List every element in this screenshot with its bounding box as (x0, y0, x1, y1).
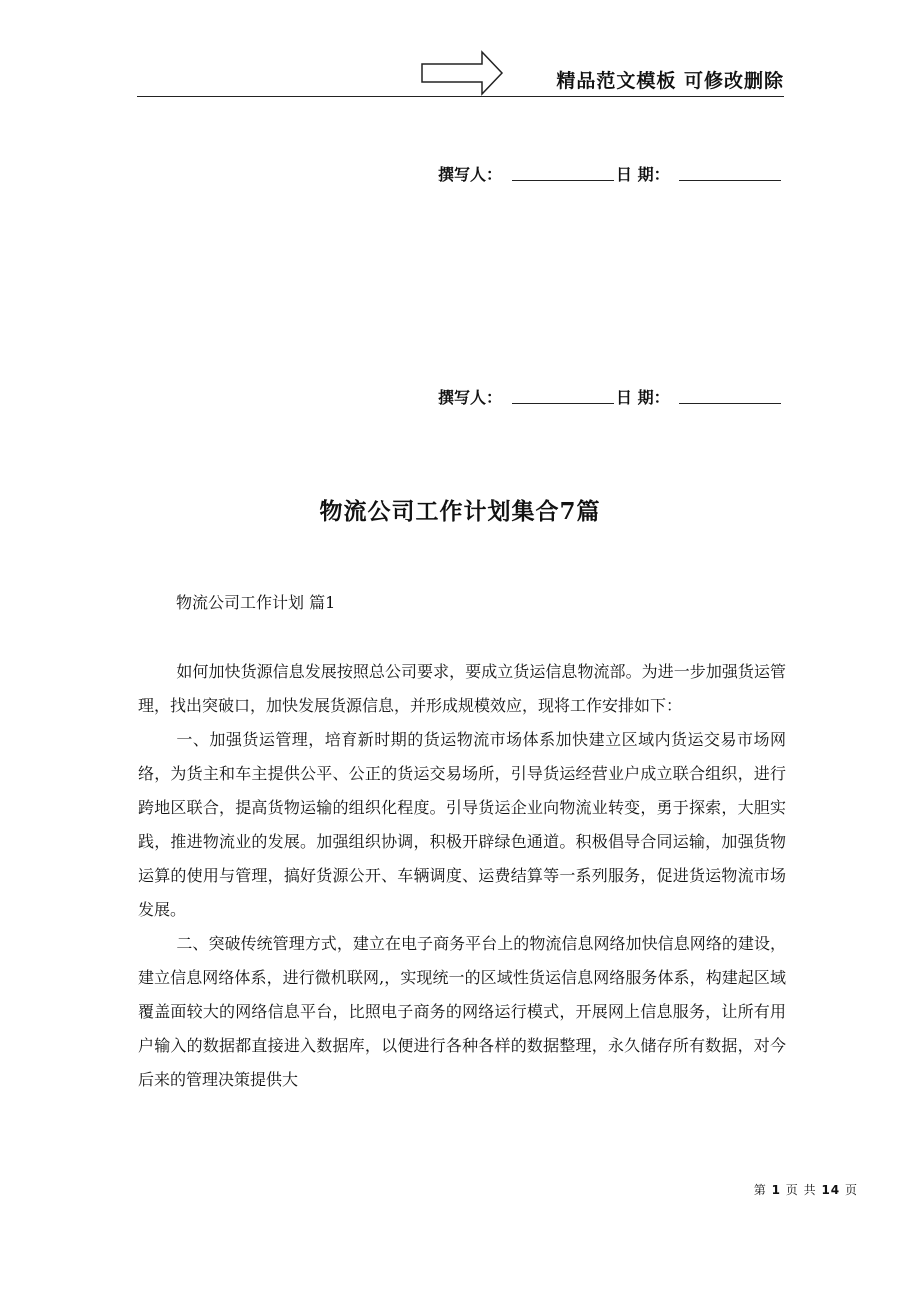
writer-blank (512, 180, 614, 181)
arrow-icon (420, 50, 504, 96)
writer-label: 撰写人： (438, 388, 503, 407)
page-suffix: 页 (844, 1183, 858, 1197)
writer-label: 撰写人： (438, 165, 503, 184)
page-total: 14 (821, 1183, 841, 1197)
date-label: 日 期： (616, 165, 670, 184)
paragraph: 二、突破传统管理方式，建立在电子商务平台上的物流信息网络加快信息网络的建设，建立信息网络体系，进行微机联网,，实现统一的区域性货运信息网络服务体系，构建起区域覆盖面较大的网络信息平台，比照电子商务的网络运行模式，开展网上信息服务，让所有用户输入的数据都直接进入数据库，以便进行各种各样的数据整理，永久储存所有数据，对今后来的管理决策提供大 (138, 934, 786, 1089)
paragraph: 一、加强货运管理，培育新时期的货运物流市场体系加快建立区域内货运交易市场网络，为货主和车主提供公平、公正的货运交易场所，引导货运经营业户成立联合组织，进行跨地区联合，提高货物运输的组织化程度。引导货运企业向物流业转变，勇于探索，大胆实践，推进物流业的发展。加强组织协调，积极开辟绿色通道。积极倡导合同运输，加强货物运算的使用与管理，搞好货源公开、车辆调度、运费结算等一系列服务，促进货运物流市场发展。 (138, 730, 786, 919)
header-banner: 精品范文模板 可修改删除 (556, 70, 784, 92)
date-label: 日 期： (616, 388, 670, 407)
header-divider (137, 96, 784, 97)
paragraph: 如何加快货源信息发展按照总公司要求，要成立货运信息物流部。为进一步加强货运管理，找出突破口，加快发展货源信息，并形成规模效应，现将工作安排如下： (138, 662, 786, 715)
author-line (438, 383, 783, 407)
page-current: 1 (771, 1183, 781, 1197)
document-body (138, 655, 786, 1097)
author-line (438, 160, 783, 184)
date-blank (679, 403, 781, 404)
writer-blank (512, 403, 614, 404)
section-subtitle: 物流公司工作计划 篇1 (176, 593, 336, 612)
document-title: 物流公司工作计划集合7篇 (319, 498, 601, 525)
page-prefix: 第 (753, 1183, 767, 1197)
date-blank (679, 180, 781, 181)
page-middle: 页 共 (785, 1183, 817, 1197)
page-footer (754, 1181, 858, 1198)
